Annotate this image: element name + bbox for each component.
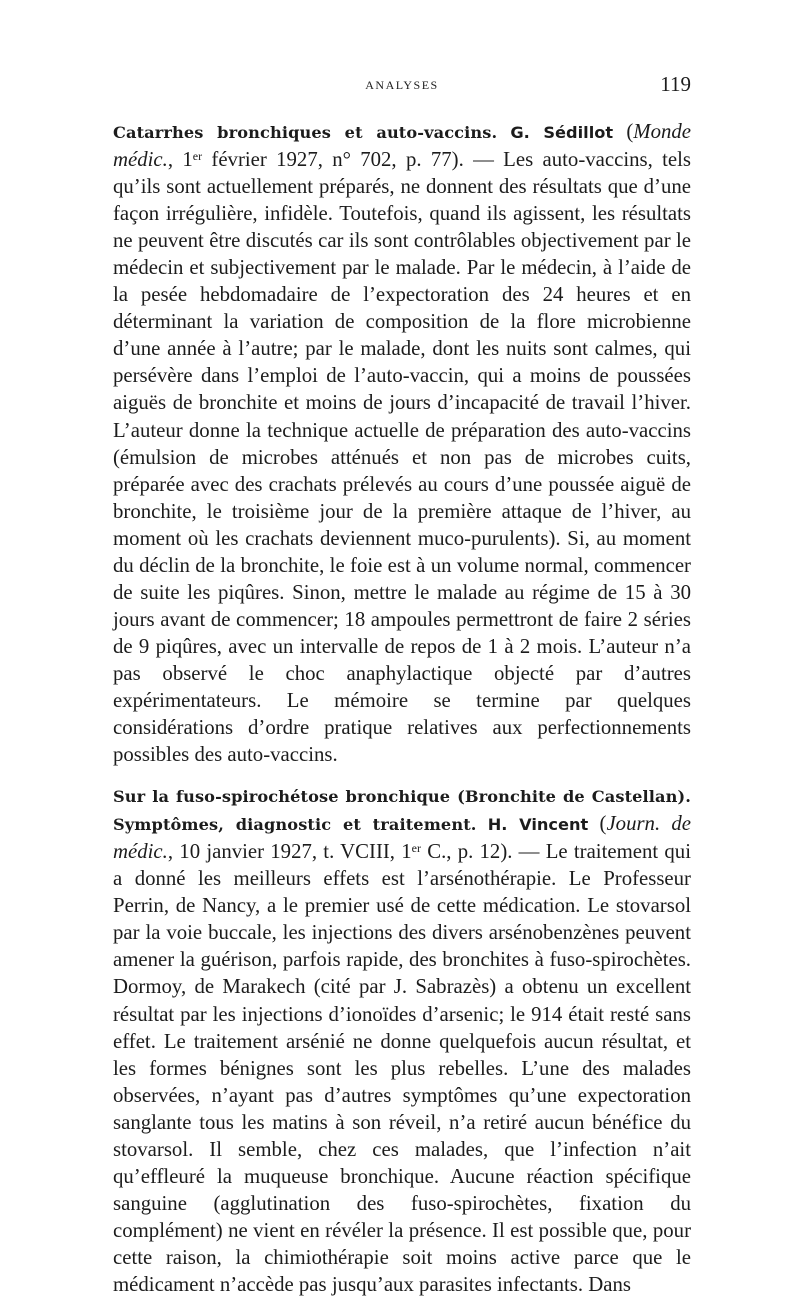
page-number: 119 [660,72,691,96]
citation-open: ( [626,120,634,143]
article-title: Catarrhes bronchiques et auto-vaccins. [113,123,498,142]
page [113,72,691,1298]
running-head [113,72,691,96]
citation-details: C., p. 12). [420,840,513,864]
citation-date: , 10 janvier 1927, t. VCIII, 1 [167,840,412,864]
abstract-autovaccins [113,118,691,768]
article-author: G. Sédillot [510,123,614,142]
running-title: ANALYSES [365,78,439,92]
citation-open: ( [599,812,607,836]
citation-journal: Journ. de médic. [113,812,692,864]
citation-superscript: er [411,841,421,856]
citation-superscript: er [192,149,203,164]
abstract-fuso-spirochetose [113,782,691,1298]
article-title: Sur la fuso-spirochétose bronchique (Bronchite de Castellan). Symptômes, diagnostic et traitement. [113,787,691,835]
citation-details: février 1927, n° 702, p. 77). [202,148,464,172]
citation-journal: Monde médic. [113,120,691,172]
article-body: — Le traitement qui a donné les meilleurs effets est l’arsénothérapie. Le Professeur Perrin, de Nancy, a le premier usé de cette médication. Le stovarsol par la voie buccale, les injections des divers arsénobenzènes peuvent amener la guérison, parfois rapide, des bronchites à fuso-spirochètes. Dormoy, de Marakech (cité par J. Sabrazès) a obtenu un excellent résultat par les injections d’ionoïdes d’arsenic; le 914 était resté sans effet. Le traitement arsénié ne donne quelquefois aucun résultat, et les formes bénignes sont les plus rebelles. L’une des malades observées, n’ayant pas d’autres symptômes qu’une expectoration sanglante tous les matins à son réveil, n’a retiré aucun bénéfice du stovarsol. Il semble, chez ces malades, que l’infection n’ait qu’effleuré la muqueuse bronchique. Aucune réaction spécifique sanguine (agglutination des fuso-spirochètes, fixation du complément) ne vient en révéler la présence. Il est possible que, pour cette raison, la chimiothérapie soit moins active parce que le médicament n’accède pas jusqu’aux parasites infectants. Dans [113,840,691,1296]
article-author: H. Vincent [487,815,589,835]
article-body: — Les auto-vaccins, tels qu’ils sont actuellement préparés, ne donnent des résultats que d’une façon irrégulière, infidèle. Toutefois, quand ils agissent, les résultats ne peuvent être discutés car ils sont contrôlables objectivement par le médecin et subjectivement par le malade. Par le médecin, à l’aide de la pesée hebdomadaire de l’expectoration des 24 heures et en déterminant la variation de composition de la flore microbienne d’une année à l’autre; par le malade, dont les nuits sont calmes, qui persévère dans l’emploi de l’auto-vaccin, qui a moins de poussées aiguës de bronchite et moins de jours d’incapacité de travail l’hiver. L’auteur donne la technique actuelle de préparation des auto-vaccins (émulsion de microbes atténués et non pas de microbes cuits, préparée avec des crachats prélevés au cours d’une poussée aiguë de bronchite, le troisième jour de la première attaque de l’hiver, au moment où les crachats deviennent muco-purulents). Si, au moment du déclin de la bronchite, le foie est à un volume normal, commencer de suite les piqûres. Sinon, mettre le malade au régime de 15 à 30 jours avant de commencer; 18 ampoules permettront de faire 2 séries de 9 piqûres, avec un intervalle de repos de 1 à 2 mois. L’auteur n’a pas observé le choc anaphylactique objecté par d’autres expérimentateurs. Le mémoire se termine par quelques considérations d’ordre pratique relatives aux perfectionnements possibles des auto-vaccins. [113,148,691,767]
citation-date: , 1 [167,148,193,172]
